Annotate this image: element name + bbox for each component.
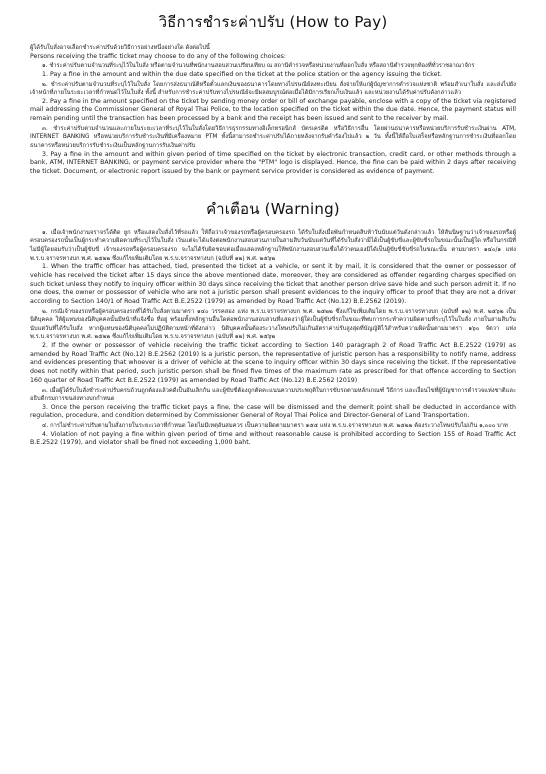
how-to-pay-intro-english: Persons receiving the traffic ticket may choose to do any of the following choices: <box>30 52 286 60</box>
pay-option-1-thai: ๑. ชำระค่าปรับตามจำนวนที่ระบุไว้ในใบสั่ง หรือตามจำนวนที่พนักงานสอบสวนเปรียบเทียบ ณ สถานีตำรวจหรือหน่วยงานที่ออกใบสั่ง หรือสถานีตำรวจทุกท้องที่ทั่วราชอาณาจักร <box>42 63 475 70</box>
pay-option-3-english: 3. Pay a fine in the amount and within given period of time specified on the ticket by electronic transaction, credit card, or other methods through a bank, ATM, INTERNET BANKING, or payment service provider where the "PTM" logo is displayed. Hence, the fine can be paid within 2 days after receiving the ticket. Document, or electronic report issued by the bank or payment service provider is considered as evidence of payment. <box>30 150 516 176</box>
pay-option-2-thai: ๒. ชำระค่าปรับตามจำนวนที่ระบุไว้ในใบสั่ง โดยการส่งธนาณัติหรือตั๋วแลกเงินของธนาคารโดยทางไปรษณีย์ลงทะเบียน สั่งจ่ายให้แก่ผู้บัญชาการตำรวจแห่งชาติ พร้อมสำเนาใบสั่ง และส่งไปยังเจ้าหน้าที่ภายในระยะเวลาที่กำหนดไว้ในใบสั่ง ทั้งนี้ สำหรับการชำระค่าปรับทางไปรษณีย์จะมีผลสมบูรณ์ต่อเมื่อได้มีการเรียกเก็บเงินแล้ว และหน่วยงานได้รับค่าปรับดังกล่าวแล้ว <box>30 81 516 97</box>
warning-1-english: 1. When the traffic officer has attached, tied, presented the ticket at a vehicle, or sent it by mail, it is considered that the owner or possessor of vehicle has received the ticket after 15 days since the above mentioned date, moreover, they are considered as offender regarding charges specified on such ticket unless they notify to inquiry officer within 30 days since receiving the ticket that another person drive save hide and such person admit it. If no one does, the owner or possessor of vehicle who are not a juristic person shall present evidences to the inquiry officer to proof that they are not a driver according to Section 140/1 of Road Traffic Act B.E.2522 (1979) as amended by Road Traffic Act (No.12) B.E.2562 (2019). <box>30 263 516 305</box>
pay-option-1-english: 1. Pay a fine in the amount and within the due date specified on the ticket at the police station or the agency issuing the ticket. <box>42 70 442 78</box>
warning-4-thai: ๔. การไม่ชำระค่าปรับตามใบสั่งภายในระยะเวลาที่กำหนด โดยไม่มีเหตุอันสมควร เป็นความผิดตามมาตรา ๑๕๕ แห่ง พ.ร.บ.จราจรทางบก พ.ศ. ๒๕๒๒ ต้องระวางโทษปรับไม่เกิน ๑,๐๐๐ บาท <box>42 423 508 430</box>
how-to-pay-intro-thai: ผู้ได้รับใบสั่งอาจเลือกชำระค่าปรับด้วยวิธีการอย่างหนึ่งอย่างใด ดังต่อไปนี้ <box>30 45 210 51</box>
warning-1-thai: ๑. เมื่อเจ้าพนักงานจราจรได้ติด ยูก หรือแสดงใบสั่งไว้ที่รถแล้ว ให้ถือว่าเจ้าของรถหรือผู้ครอบครองรถ ได้รับใบสั่งเมื่อพ้นกำหนดสิบห้าวันนับแต่วันดังกล่าวแล้ว ให้สันนิษฐานว่าเจ้าของรถหรือผู้ครอบครองรถนั้นเป็นผู้กระทำความผิดตามที่ระบุไว้ในใบสั่ง เว้นแต่จะได้แจ้งต่อพนักงานสอบสวนภายในสามสิบวันนับแต่วันที่ได้รับใบสั่งว่ามิได้เป็นผู้ขับขี่และผู้ขับขี่รถในขณะนั้นเป็นผู้ใด หรือในกรณีที่ไม่มีผู้ใดยอมรับว่าเป็นผู้ขับขี่ เจ้าของรถหรือผู้ครอบครองรถ จะไม่ได้รับผิดชอบต่อเมื่อแสดงหลักฐานให้พนักงานสอบสวนเชื่อได้ว่าตนเองมิได้เป็นผู้ขับขี่ขับขี่รถในขณะนั้น ตามมาตรา ๑๔๐/๑ แห่ง พ.ร.บ.จราจรทางบก พ.ศ. ๒๕๒๒ ซึ่งแก้ไขเพิ่มเติมโดย พ.ร.บ.จราจรทางบก (ฉบับที่ ๑๒) พ.ศ. ๒๕๖๒ <box>30 229 516 262</box>
warning-3-thai: ๓. เมื่อผู้ได้รับใบสั่งชำระค่าปรับครบถ้วนถูกต้องแล้วคดีเป็นอันเลิกกัน และผู้ขับขี่ต้องถูกตัดคะแนนความประพฤติในการขับรถตามหลักเกณฑ์ วิธีการ และเงื่อนไขที่ผู้บัญชาการตำรวจแห่งชาติและอธิบดีกรมการขนส่งทางบกกำหนด <box>30 387 516 403</box>
warning-title: คำเตือน (Warning) <box>206 199 340 218</box>
pay-option-2-english: 2. Pay a fine in the amount specified on the ticket by sending money order or bill of exchange payable, enclose with a copy of the ticket via registered mail addressing the Commissioner General of Royal Thai Police, to the location specified on the ticket within the due date. Hence, the payment status will remain pending until the transaction has been processed by a bank and the receipt has been issued and sent to the receiver by mail. <box>30 97 516 123</box>
how-to-pay-title: วิธีการชำระค่าปรับ (How to Pay) <box>158 13 388 31</box>
pay-option-3-thai: ๓. ชำระค่าปรับตามจำนวนและภายในระยะเวลาที่ระบุไว้ในใบสั่งโดยวิธีการธุรกรรมทางอิเล็กทรอนิกส์ บัตรเครดิต หรือวิธีการอื่น โดยผ่านธนาคารหรือหน่วยบริการรับชำระเงินผ่าน ATM, INTERNET BANKING หรือหน่วยบริการรับชำระเงินที่มีเครื่องหมาย PTM ทั้งนี้สามารถชำระค่าปรับได้ภายหลังจากรับคำร้องไปแล้ว ๒ วัน ทั้งนี้ให้ถือใบเสร็จหรือหลักฐานการชำระเงินที่ออกโดยธนาคารหรือหน่วยบริการรับชำระเงินเป็นหลักฐานการรับเงินค่าปรับ <box>30 125 516 150</box>
warning-4-english: 4. Violation of not paying a fine within given period of time and without reasonable cause is prohibited according to Section 155 of Road Traffic Act B.E.2522 (1979), and violator shall be fined not exceeding 1,000 baht. <box>30 430 516 447</box>
warning-2-english: 2. If the owner or possessor of vehicle receiving the traffic ticket according to Section 140 paragraph 2 of Road Traffic Act B.E.2522 (1979) as amended by Road Traffic Act (No.12) B.E.2562 (2019) is a juristic person, the representative of juristic person has a responsibility to notify name, address and evidences presenting that whoever is a driver of vehicle at the scene to inquiry officer within 30 days since receiving the ticket. If the representative does not notify within that period, such juristic person shall be fined five times of the maximum rate as prescribed for that offence according to Section 160 quarter of Road Traffic Act B.E.2522 (1979) as amended by Road Traffic Act (No.12) B.E.2562 (2019) <box>30 342 516 384</box>
warning-2-thai: ๒. กรณีเจ้าของรถหรือผู้ครอบครองรถที่ได้รับใบสั่งตามมาตรา ๑๔๐ วรรคสอง แห่ง พ.ร.บ.จราจรทางบก พ.ศ. ๒๕๒๒ ซึ่งแก้ไขเพิ่มเติมโดย พ.ร.บ.จราจรทางบก (ฉบับที่ ๑๒) พ.ศ. ๒๕๖๒ เป็นนิติบุคคล ให้ผู้แทนของนิติบุคคลนั้นมีหน้าที่แจ้งชื่อ ที่อยู่ พร้อมทั้งหลักฐานอื่นใดต่อพนักงานสอบสวนที่แสดงว่าผู้ใดเป็นผู้ขับขี่รถในขณะที่พบการกระทำความผิดตามที่ระบุไว้ในใบสั่ง ภายในสามสิบวันนับแต่วันที่ได้รับใบสั่ง หากผู้แทนของนิติบุคคลไม่ปฏิบัติตามหน้าที่ดังกล่าว นิติบุคคลนั้นต้องระวางโทษปรับไม่เกินอัตราค่าปรับสูงสุดที่บัญญัติไว้สำหรับความผิดนั้นตามมาตรา ๑๖๐ จัตวา แห่ง พ.ร.บ.จราจรทางบก พ.ศ. ๒๕๒๒ ซึ่งแก้ไขเพิ่มเติมโดย พ.ร.บ.จราจรทางบก (ฉบับที่ ๑๒) พ.ศ. ๒๕๖๒ <box>30 308 516 341</box>
warning-3-english: 3. Once the person receiving the traffic ticket pays a fine, the case will be dismissed and the demerit point shall be deducted in accordance with regulation, procedure, and condition determined by Commissioner General of Royal Thai Police and Director-General of Land Transportation. <box>30 403 516 420</box>
